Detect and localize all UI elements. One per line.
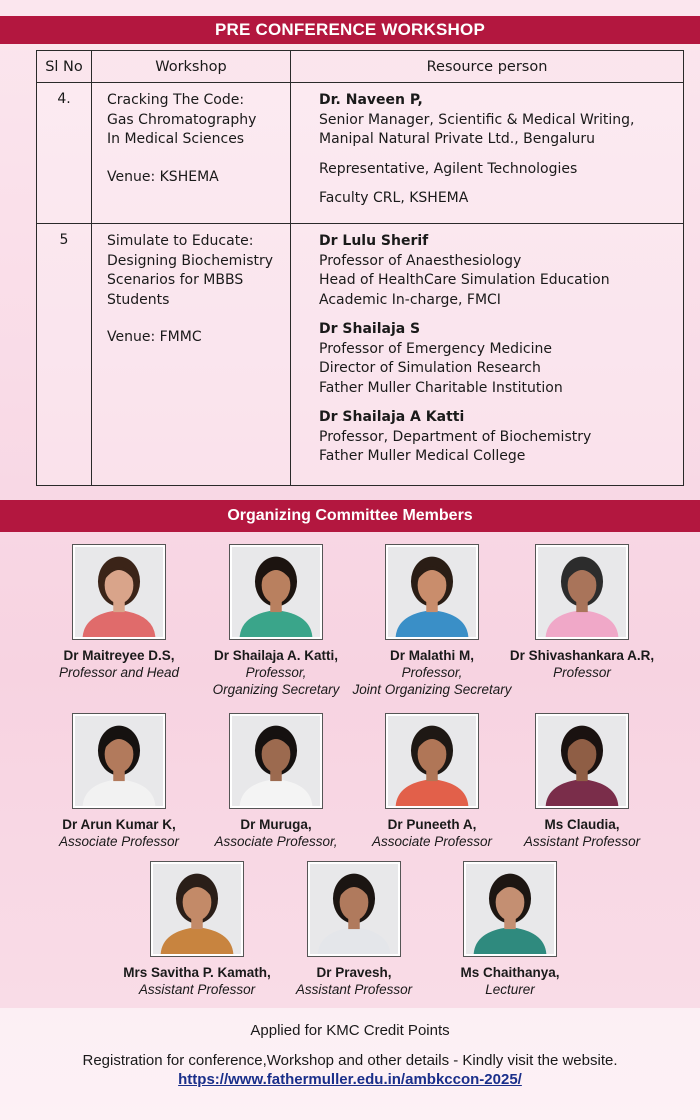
member-photo: [536, 714, 628, 808]
workshop-title: Cracking The Code: Gas Chromatography In Medical Sciences: [107, 92, 257, 147]
sl-no-cell: 4.: [37, 83, 92, 224]
workshop-venue: Venue: KSHEMA: [107, 168, 219, 185]
resource-person: [319, 408, 677, 467]
person-detail: Manipal Natural Private Ltd., Bengaluru: [319, 131, 596, 147]
person-detail: Director of Simulation Research: [319, 360, 541, 376]
registration-note: Registration for conference,Workshop and other details - Kindly visit the website.: [82, 1052, 618, 1069]
resource-person-cell: [291, 83, 684, 224]
avatar-icon: [75, 547, 163, 637]
member-role: Professor and Head: [58, 665, 180, 680]
person-detail: Father Muller Medical College: [319, 448, 526, 464]
workshop-venue: Venue: FMMC: [107, 329, 202, 345]
person-name: Dr Lulu Sherif: [319, 233, 429, 249]
committee-member: [112, 862, 282, 998]
person-name: Dr Shailaja S: [319, 321, 421, 337]
credit-points-note: Applied for KMC Credit Points: [250, 1022, 450, 1039]
member-role: Associate Professor,: [214, 834, 338, 849]
table-row: [37, 83, 684, 224]
member-role: Professor: [553, 665, 611, 680]
committee-member: [269, 862, 439, 998]
workshop-cell: [92, 83, 291, 224]
resource-person-cell: [291, 224, 684, 486]
member-role: Professor,: [401, 665, 463, 680]
committee-member: [497, 714, 667, 850]
member-photo: [464, 862, 556, 956]
member-photo: [73, 545, 165, 639]
person-detail: Head of HealthCare Simulation Education: [319, 272, 610, 288]
member-role: Assistant Professor: [295, 982, 413, 997]
workshop-banner: PRE CONFERENCE WORKSHOP: [0, 16, 700, 44]
member-name: Dr Arun Kumar K,: [62, 817, 176, 832]
workshop-title: Simulate to Educate: Designing Biochemistry Scenarios for MBBS Students: [107, 233, 274, 308]
member-name: Ms Claudia,: [544, 817, 620, 832]
person-detail: Academic In-charge, FMCI: [319, 291, 501, 308]
avatar-icon: [538, 716, 626, 806]
table-row: [37, 224, 684, 486]
member-role: Lecturer: [485, 982, 535, 997]
committee-member: [347, 545, 517, 698]
member-name: Dr Pravesh,: [316, 965, 392, 980]
workshop-table: [36, 50, 684, 486]
member-photo: [308, 862, 400, 956]
member-role: Professor,: [245, 665, 307, 680]
committee-member: [191, 545, 361, 698]
committee-member: [34, 545, 204, 681]
person-detail: Representative, Agilent Technologies: [319, 160, 578, 177]
committee-member: [34, 714, 204, 850]
person-detail: Professor, Department of Biochemistry: [319, 428, 592, 445]
member-role: Assistant Professor: [523, 834, 641, 849]
person-name: Dr. Naveen P,: [319, 92, 423, 108]
person-detail: Senior Manager, Scientific & Medical Writing,: [319, 111, 635, 128]
resource-person: [319, 232, 677, 310]
member-role: Organizing Secretary: [212, 682, 340, 697]
person-detail: Faculty CRL, KSHEMA: [319, 190, 469, 206]
table-header-row: [37, 51, 684, 83]
member-photo: [386, 545, 478, 639]
member-role: Assistant Professor: [138, 982, 256, 997]
avatar-icon: [538, 547, 626, 637]
avatar-icon: [153, 864, 241, 954]
avatar-icon: [232, 547, 320, 637]
member-name: Dr Malathi M,: [389, 648, 474, 663]
website-link[interactable]: https://www.fathermuller.edu.in/ambkccon-2025/: [178, 1071, 522, 1088]
member-role: Joint Organizing Secretary: [352, 682, 512, 697]
member-name: Dr Shailaja A. Katti,: [213, 648, 339, 663]
committee-member: [497, 545, 667, 681]
resource-person: [319, 91, 677, 150]
committee-member: [347, 714, 517, 850]
avatar-icon: [310, 864, 398, 954]
resource-person: [319, 320, 677, 398]
member-photo: [73, 714, 165, 808]
avatar-icon: [75, 716, 163, 806]
person-detail: Professor of Anaesthesiology: [319, 252, 522, 269]
avatar-icon: [232, 716, 320, 806]
member-name: Ms Chaithanya,: [460, 965, 560, 980]
member-photo: [230, 545, 322, 639]
member-name: Mrs Savitha P. Kamath,: [123, 965, 271, 980]
member-name: Dr Maitreyee D.S,: [63, 648, 175, 663]
header-resource-person: Resource person: [291, 51, 684, 83]
member-photo: [151, 862, 243, 956]
workshop-cell: [92, 224, 291, 486]
committee-banner: Organizing Committee Members: [0, 500, 700, 532]
header-workshop: Workshop: [92, 51, 291, 83]
member-photo: [230, 714, 322, 808]
member-name: Dr Puneeth A,: [387, 817, 477, 832]
member-role: Associate Professor: [371, 834, 493, 849]
sl-no-cell: 5: [37, 224, 92, 486]
member-photo: [536, 545, 628, 639]
person-name: Dr Shailaja A Katti: [319, 409, 465, 425]
committee-member: [191, 714, 361, 850]
person-detail: Professor of Emergency Medicine: [319, 340, 553, 357]
member-photo: [386, 714, 478, 808]
member-role: Associate Professor: [58, 834, 180, 849]
avatar-icon: [466, 864, 554, 954]
person-detail: Father Muller Charitable Institution: [319, 379, 563, 396]
committee-member: [425, 862, 595, 998]
member-name: Dr Shivashankara A.R,: [509, 648, 655, 663]
header-sl-no: Sl No: [37, 51, 92, 83]
member-name: Dr Muruga,: [240, 817, 312, 832]
avatar-icon: [388, 716, 476, 806]
avatar-icon: [388, 547, 476, 637]
